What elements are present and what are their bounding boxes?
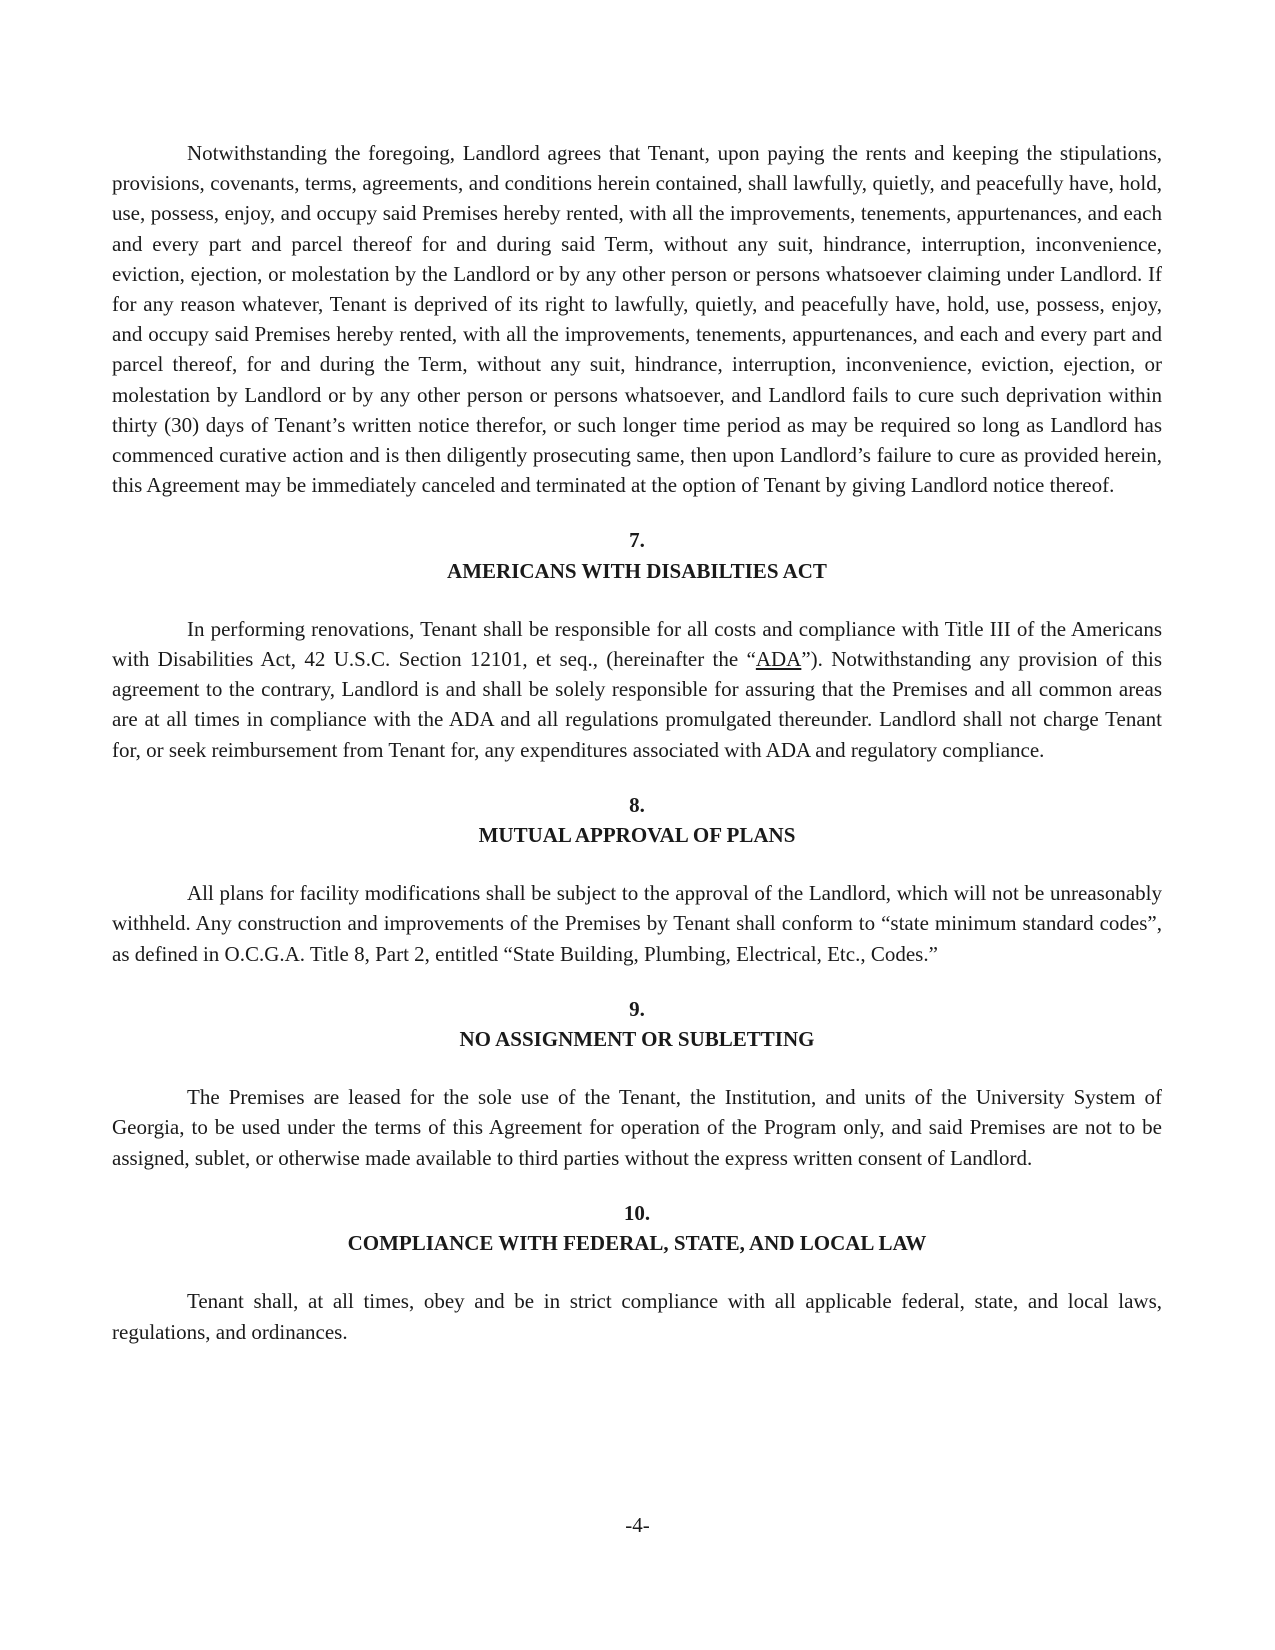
section-8-paragraph: All plans for facility modifications shall be subject to the approval of the Landlord, which will not be unreasonably withheld. Any construction and improvements of the Premises by Tenant shall conform to “state minimum standard codes”, as defined in O.C.G.A. Title 8, Part 2, entitled “State Building, Plumbing, Electrical, Etc., Codes.”	[112, 881, 1162, 966]
section-10-number: 10.	[623, 1200, 651, 1225]
section-9-heading	[112, 994, 1162, 1054]
section-7-title: AMERICANS WITH DISABILTIES ACT	[447, 558, 827, 583]
section-7-text-after: ”). Notwithstanding any provision of this agreement to the contrary, Landlord is and shall be solely responsible for assuring that the Premises and all common areas are at all times in compliance with the ADA and all regulations promulgated thereunder. Landlord shall not charge Tenant for, or seek reimbursement from Tenant for, any expenditures associated with ADA and regulatory compliance.	[112, 647, 1163, 762]
page-number: -4-	[625, 1513, 650, 1537]
section-7-heading	[112, 525, 1162, 585]
section-8-heading	[112, 790, 1162, 850]
section-10-title: COMPLIANCE WITH FEDERAL, STATE, AND LOCAL LAW	[347, 1231, 927, 1256]
section-7-paragraph	[112, 614, 1162, 765]
intro-paragraph: Notwithstanding the foregoing, Landlord agrees that Tenant, upon paying the rents and keeping the stipulations, provisions, covenants, terms, agreements, and conditions herein contained, shall lawfully, quietly, and peacefully have, hold, use, possess, enjoy, and occupy said Premises hereby rented, with all the improvements, tenements, appurtenances, and each and every part and parcel thereof for and during said Term, without any suit, hindrance, interruption, inconvenience, eviction, ejection, or molestation by the Landlord or by any other person or persons whatsoever claiming under Landlord. If for any reason whatever, Tenant is deprived of its right to lawfully, quietly, and peacefully have, hold, use, possess, enjoy, and occupy said Premises hereby rented, with all the improvements, tenements, appurtenances, and each and every part and parcel thereof, for and during the Term, without any suit, hindrance, interruption, inconvenience, eviction, ejection, or molestation by Landlord or by any other person or persons whatsoever, and Landlord fails to cure such deprivation within thirty (30) days of Tenant’s written notice therefor, or such longer time period as may be required so long as Landlord has commenced curative action and is then diligently prosecuting same, then upon Landlord’s failure to cure as provided herein, this Agreement may be immediately canceled and terminated at the option of Tenant by giving Landlord notice thereof.	[112, 141, 1162, 498]
section-7-text-before: In performing renovations, Tenant shall be responsible for all costs and compliance with Title III of the Americans with Disabilities Act, 42 U.S.C. Section 12101, et seq., (hereinafter the “	[112, 616, 1162, 672]
section-9-paragraph: The Premises are leased for the sole use of the Tenant, the Institution, and units of the University System of Georgia, to be used under the terms of this Agreement for operation of the Program only, and said Premises are not to be assigned, sublet, or otherwise made available to third parties without the express written consent of Landlord.	[112, 1085, 1162, 1170]
section-8-title: MUTUAL APPROVAL OF PLANS	[478, 823, 796, 848]
section-10-heading	[112, 1198, 1162, 1258]
section-9-number: 9.	[629, 996, 645, 1021]
section-7-number: 7.	[629, 528, 645, 553]
section-10-paragraph: Tenant shall, at all times, obey and be in strict compliance with all applicable federal, state, and local laws, regulations, and ordinances.	[112, 1289, 1162, 1344]
section-8-number: 8.	[629, 792, 645, 817]
ada-defined-term: ADA	[755, 647, 802, 672]
document-page	[112, 138, 1162, 1347]
section-9-title: NO ASSIGNMENT OR SUBLETTING	[459, 1027, 815, 1052]
